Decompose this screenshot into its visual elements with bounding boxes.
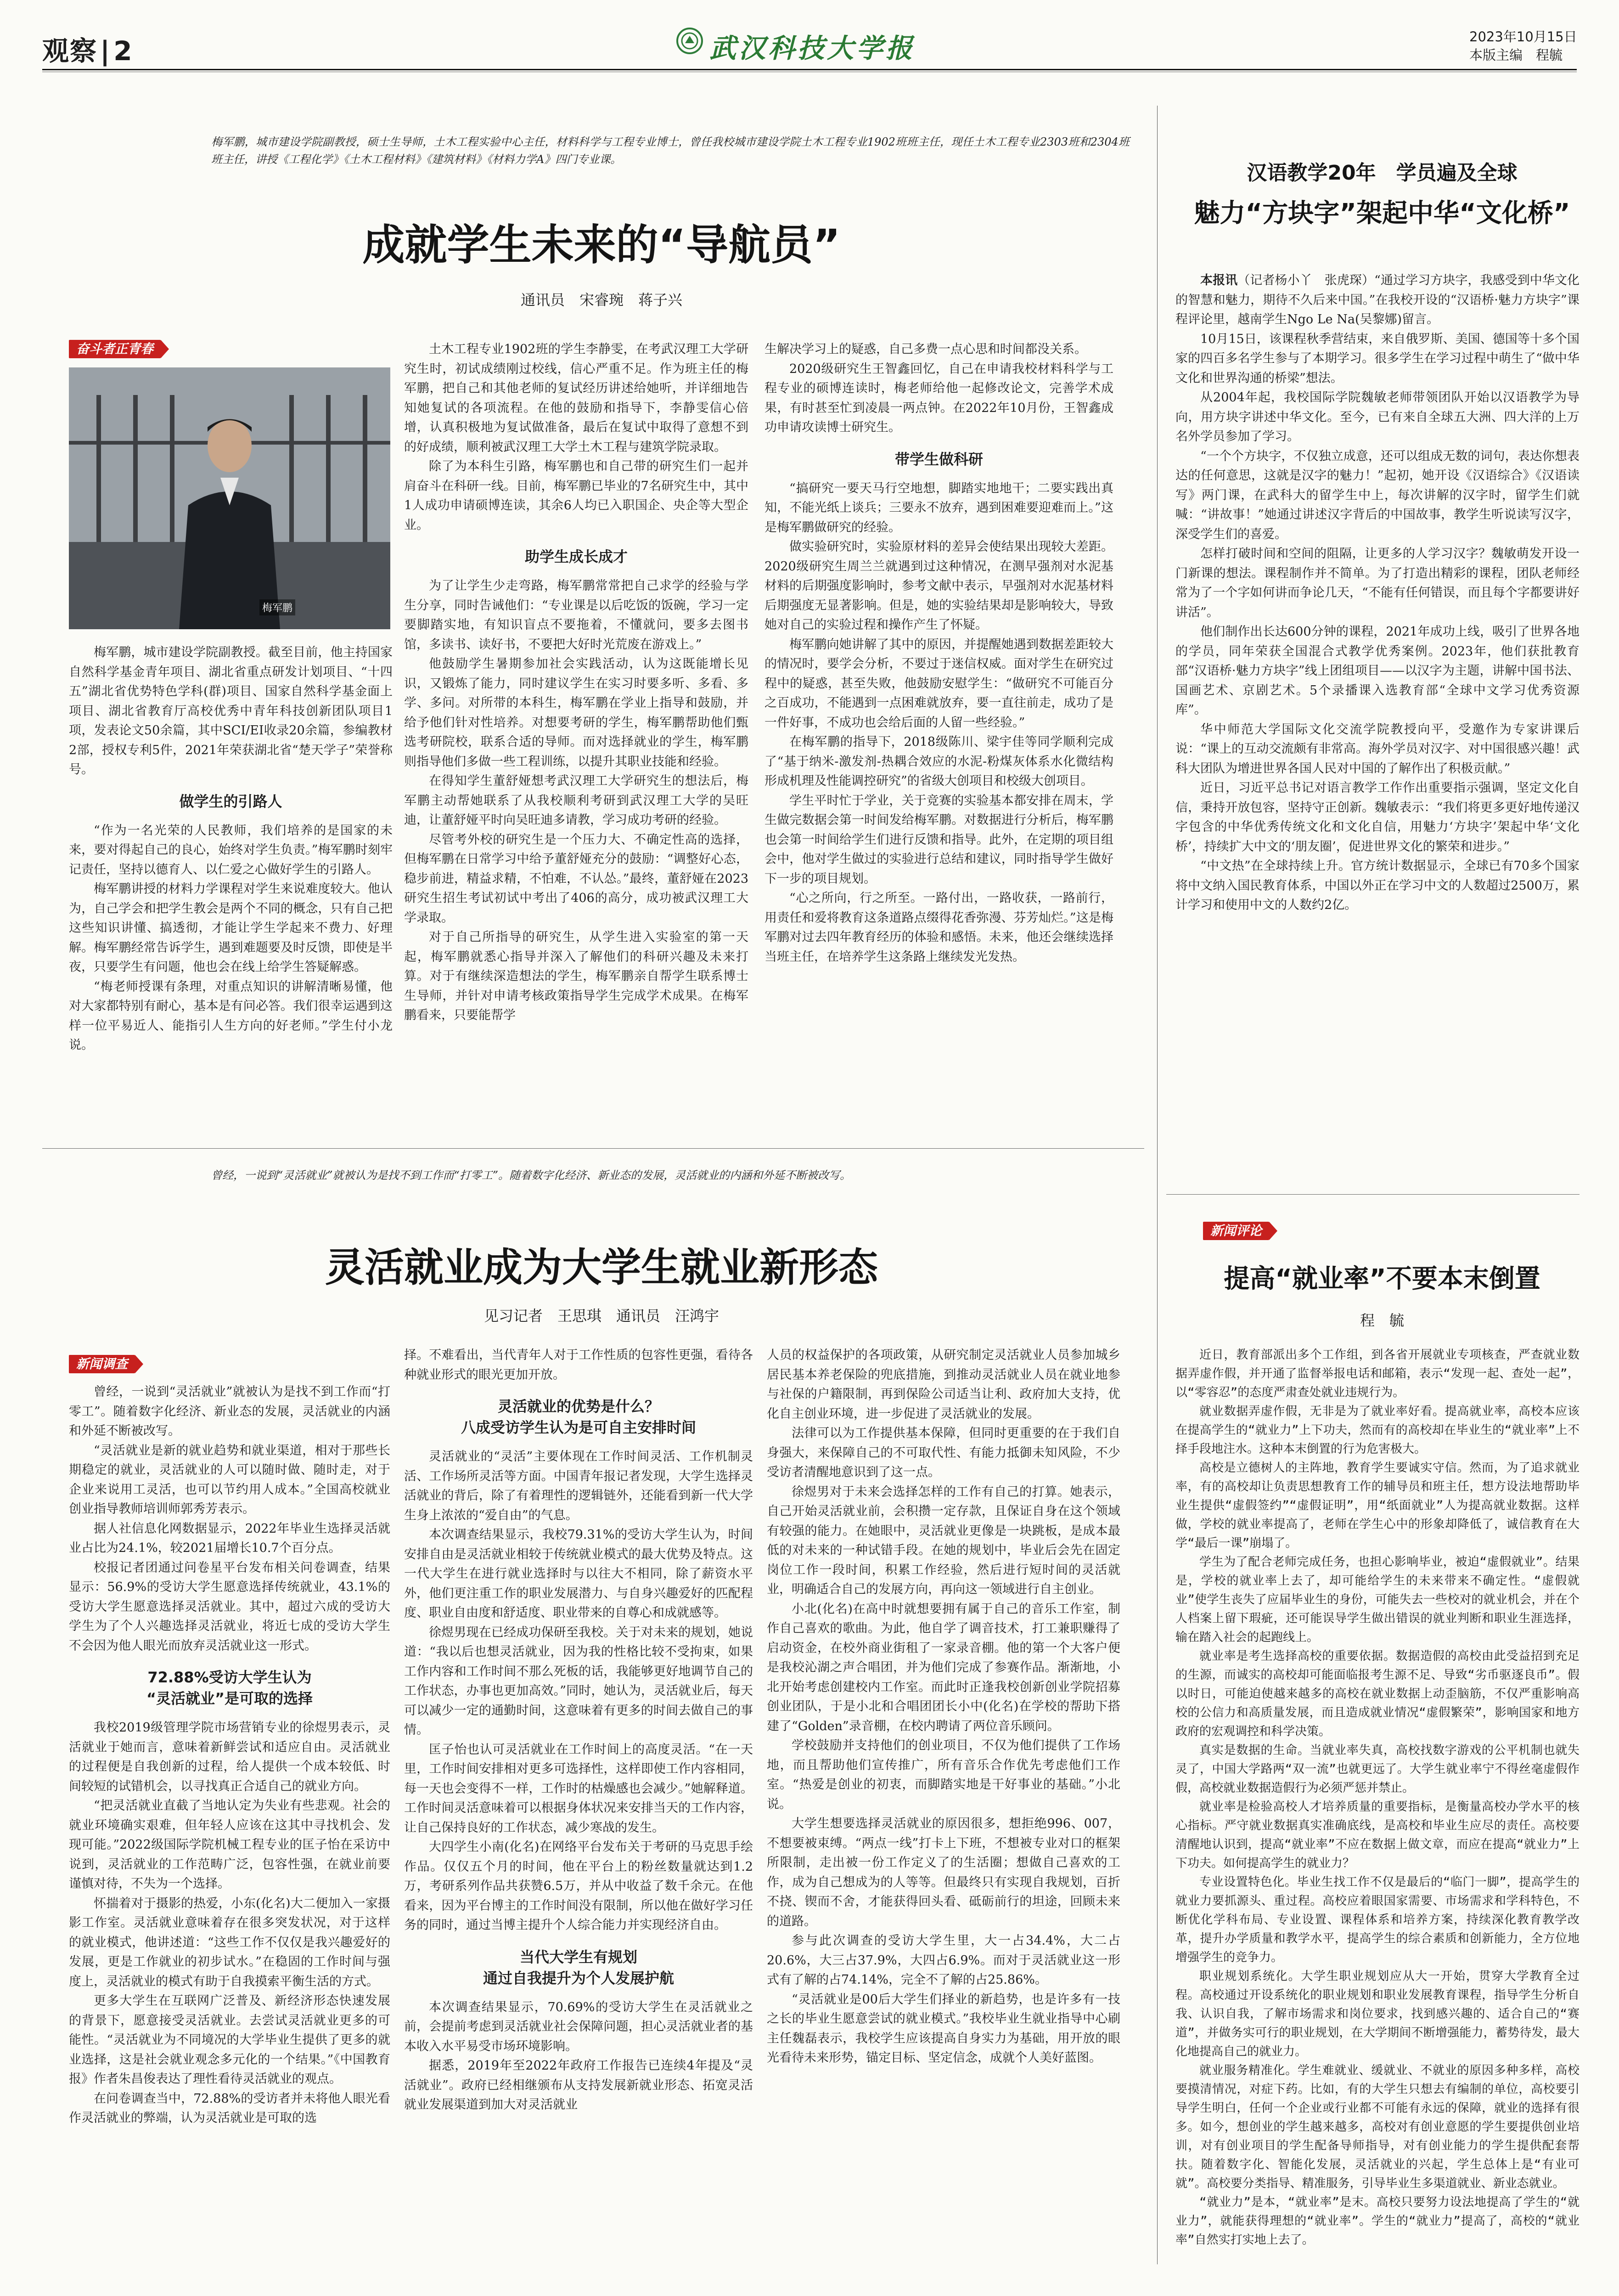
photo-caption: 梅军鹏 <box>259 599 295 615</box>
article-column-3 <box>765 340 1113 1130</box>
article-deck: 梅军鹏，城市建设学院副教授，硕士生导师，土木工程实验中心主任，材料科学与工程专业博士，曾任我校城市建设学院土木工程专业1902班班主任，现任土木工程专业2303班和2304班班主任，讲授《工程化学》《土木工程材料》《建筑材料》《材料力学A》四门专业课。 <box>211 135 1130 166</box>
paragraph: 据人社信息化网数据显示，2022年毕业生选择灵活就业占比为24.1%，较2021届增长10.7个百分点。 <box>69 1521 390 1555</box>
paragraph: 本报讯（记者杨小丫 张虎琛）“通过学习方块字，我感受到中华文化的智慧和魅力，期待不久后来中国。”在我校开设的“汉语桥·魅力方块字”课程评论里，越南学生Ngo Le Na(吴黎娜)留言。 <box>1175 273 1580 327</box>
article-byline: 通讯员 宋睿琬 蒋子兴 <box>520 291 682 309</box>
paragraph: 高校是立德树人的主阵地，教育学生要诚实守信。然而，为了追求就业率，有的高校却让负责思想教育工作的辅导员和班主任，想方设法地帮助毕业生提供“虚假签约”“虚假证明”，用“纸面就业”人为提高就业数据。这样做，学校的就业率提高了，老师在学生心中的形象却降低了，诚信教育在大学“最后一课”崩塌了。 <box>1175 1461 1580 1550</box>
paragraph: 学生为了配合老师完成任务，也担心影响毕业，被迫“虚假就业”。结果是，学校的就业率上去了，却可能给学生的未来带来不确定性。“虚假就业”使学生丧失了应届毕业生的身份，可能失去一些校对的就业机会，并在个人档案上留下瑕疵，还可能误导学生做出错误的就业判断和职业生涯选择，输在踏入社会的起跑线上。 <box>1175 1555 1580 1644</box>
university-logo-icon <box>676 28 703 54</box>
section-tag: 新闻评论 <box>1203 1222 1269 1240</box>
paragraph: 就业率是考生选择高校的重要依据。数据造假的高校由此受益招到充足的生源，而诚实的高校却可能面临报考生源不足、导致“劣币驱逐良币”。假以时日，可能迫使越来越多的高校在就业数据上动歪脑筋，不仅严重影响高校的公信力和高质量发展，而且造成就业情况“虚假繁荣”，影响国家和地方政府的宏观调控和科学决策。 <box>1175 1649 1580 1738</box>
paragraph: “搞研究一要天马行空地想，脚踏实地地干；二要实践出真知，不能光纸上谈兵；三要永不放弃，遇到困难要迎难而上。”这是梅军鹏做研究的经验。 <box>765 481 1113 535</box>
paragraph: 大四学生小南(化名)在网络平台发布关于考研的马克思手绘作品。仅仅五个月的时间，他在平台上的粉丝数量就达到1.2万，考研系列作品共获赞6.5万，并从中收益了数千余元。在他看来，因为平台博主的工作时间没有限制，所以他在做好学习任务的同时，通过当博主提升个人综合能力并实现经济自由。 <box>404 1840 753 1932</box>
paragraph: 梅军鹏向她讲解了其中的原因，并提醒她遇到数据差距较大的情况时，要学会分析，不要过于迷信权威。面对学生在研究过程中的疑惑，甚至失败，他鼓励安慰学生：“做研究不可能百分之百成功，不能遇到一点困难就放弃，要一直往前走，成功了是一件好事，不成功也会给后面的人留一些经验。” <box>765 637 1113 730</box>
portrait-figure-icon <box>69 367 390 629</box>
paragraph: 生解决学习上的疑惑，自己多费一点心思和时间都没关系。 <box>765 342 1087 356</box>
paragraph: 就业率是检验高校人才培养质量的重要指标，是衡量高校办学水平的核心指标。严守就业数据真实准确底线，是高校和毕业生应尽的责任。高校要清醒地认识到，提高“就业率”不应在数据上做文章，而应在提高“就业力”上下功夫。如何提高学生的就业力？ <box>1175 1800 1580 1870</box>
paragraph: 近日，教育部派出多个工作组，到各省开展就业专项核查，严查就业数据弄虚作假，并开通了监督举报电话和邮箱，表示“发现一起、查处一起”，以“零容忍”的态度严肃查处就业违规行为。 <box>1175 1348 1580 1399</box>
paragraph: 大学生想要选择灵活就业的原因很多，想拒绝996、007，不想要被束缚。“两点一线”打卡上下班，不想被专业对口的框架所限制，走出被一份工作定义了的生活圈；想做自己喜欢的工作，成为自己想成为的人等等。但最终只有实现自我规划，百折不挠、锲而不舍，才能获得回头看、砥砺前行的坦途，回顾未来的道路。 <box>767 1816 1120 1929</box>
paragraph: 学生平时忙于学业，关于竞赛的实验基本都安排在周末，学生做完数据会第一时间发给梅军鹏。对数据进行分析后，梅军鹏也会第一时间给学生们进行反馈和指导。此外，在定期的项目组会中，他对学生做过的实验进行总结和建议，同时指导学生做好下一步的项目规划。 <box>765 793 1113 886</box>
section-tag: 奋斗者正青春 <box>69 340 161 358</box>
paragraph: 专业设置特色化。毕业生找工作不仅是最后的“临门一脚”，提高学生的就业力要抓源头、重过程。高校应着眼国家需要、市场需求和学科特色，不断优化学科布局、专业设置、课程体系和培养方案，持续深化教育教学改革，提升办学质量和教学水平，提高学生的综合素质和创新能力，全方位地增强学生的竞争力。 <box>1175 1875 1580 1964</box>
paragraph: 真实是数据的生命。当就业率失真，高校找数字游戏的公平机制也就失灵了，中国大学路两“双一流”也就更远了。大学生就业率宁不得丝毫虚假作假，高校就业数据造假行为必须严惩并禁止。 <box>1175 1743 1580 1795</box>
masthead-rule <box>42 69 1577 70</box>
paragraph: 对于自己所指导的研究生，从学生进入实验室的第一天起，梅军鹏就悉心指导并深入了解他们的科研兴趣及未来打算。对于有继续深造想法的学生，梅军鹏亲自帮学生联系博士生导师，并针对申请考核政策指导学生完成学术成果。在梅军鹏看来，只要能帮学 <box>404 930 748 1022</box>
paragraph: “就业力”是本，“就业率”是末。高校只要努力设法地提高了学生的“就业力”，就能获得理想的“就业率”。学生的“就业力”提高了，高校的“就业率”自然实打实地上去了。 <box>1175 2195 1580 2247</box>
paragraph: 更多大学生在互联网广泛普及、新经济形态快速发展的背景下，愿意接受灵活就业。去尝试灵活就业更多的可能性。“灵活就业为不同境况的大学毕业生提供了更多的就业选择，这是社会就业观念多元化的一个结果。”《中国教育报》作者朱昌俊表达了理性看待灵活就业的观点。 <box>69 1994 390 2086</box>
article-column-1 <box>69 643 393 1130</box>
paragraph: 匡子怡也认可灵活就业在工作时间上的高度灵活。“在一天里，工作时间安排相对更多可选择性，这样即使工作内容相同，每一天也会变得不一样，工作时的枯燥感也会减少。”她解释道。工作时间灵活意味着可以根据身体状况来安排当天的工作内容，让自己保持良好的工作状态，减少寒战的发生。 <box>404 1742 753 1835</box>
article-headline: 魅力“方块字”架起中华“文化桥” <box>1194 198 1570 228</box>
subhead: 当代大学生有规划 通过自我提升为个人发展护航 <box>483 1948 674 1987</box>
paragraph: 据悉，2019年至2022年政府工作报告已连续4年提及“灵活就业”。政府已经相继颁布从支持发展新就业形态、拓宽灵活就业发展渠道到加大对灵活就业 <box>404 2059 753 2112</box>
paragraph: 就业服务精准化。学生难就业、缓就业、不就业的原因多种多样，高校要摸清情况，对症下药。比如，有的大学生只想去有编制的单位，高校要引导学生明白，任何一个企业或行业都不可能有永远的保障，就业的选择有很多。如今，想创业的学生越来越多，高校对有创业意愿的学生要提供创业培训，对有创业项目的学生配备导师指导，对有创业能力的学生提供配套帮扶。随着数字化、智能化发展，灵活就业的兴起，学生总体上是“有业可就”。高校要分类指导、精准服务，引导毕业生多渠道就业、新业态就业。 <box>1175 2064 1580 2190</box>
section-tag: 新闻调查 <box>69 1355 135 1373</box>
paper-name: 武汉科技大学报 <box>709 33 916 64</box>
paragraph: 徐煜男对于未来会选择怎样的工作有自己的打算。她表示，自己开始灵活就业前，会积攒一定存款，且保证自身在这个领域有较强的能力。在她眼中，灵活就业更像是一块跳板，是成本最低的对未来的一种试错手段。在她的规划中，毕业后会先在固定岗位工作一段时间，积累工作经验，然后进行短时间的灵活就业，明确适合自己的发展方向，再向这一领域进行自主创业。 <box>767 1484 1120 1596</box>
article-headline: 成就学生未来的“导航员” <box>362 220 841 270</box>
paragraph: 土木工程专业1902班的学生李静雯，在考武汉理工大学研究生时，初试成绩刚过校线，信心严重不足。作为班主任的梅军鹏，把自己和其他老师的复试经历讲述给她听，并详细地告知她复试的各项流程。在他的鼓励和指导下，李静雯信心倍增，认真积极地为复试做准备，最后在复试中取得了意想不到的好成绩，顺利被武汉理工大学土木工程与建筑学院录取。 <box>404 342 748 454</box>
paragraph: 尽管考外校的研究生是一个压力大、不确定性高的选择，但梅军鹏在日常学习中给予董舒娅充分的鼓励：“调整好心态，稳步前进，精益求精，不怕难，不认怂。”最终，董舒娅在2023研究生招生考试初试中考出了406的高分，成功被武汉理工大学录取。 <box>404 832 748 925</box>
article-headline: 提高“就业率”不要本末倒置 <box>1224 1264 1540 1294</box>
article-kicker: 汉语教学20年 学员遍及全球 <box>1247 161 1518 185</box>
paragraph: 从2004年起，我校国际学院魏敏老师带领团队开始以汉语教学为导向，用方块字讲述中华文化。至今，已有来自全球五大洲、四大洋的上万名外学员参加了学习。 <box>1175 390 1580 444</box>
paragraph: 职业规划系统化。大学生职业规划应从大一开始，贯穿大学教育全过程。高校通过开设系统化的职业规划和职业发展教育课程，指导学生分析自我、认识自我，了解市场需求和岗位要求，找到感兴趣的、适合自己的“赛道”，并做务实可行的职业规划，在大学期间不断增强能力，蓄势待发，最大化地提高自己的就业力。 <box>1175 1969 1580 2059</box>
paragraph: 法律可以为工作提供基本保障，但同时更重要的在于我们自身强大，来保障自己的不可取代性、有能力抵御未知风险，不少受访者清醒地意识到了这一点。 <box>767 1426 1120 1479</box>
paragraph: “灵活就业是00后大学生们择业的新趋势，也是许多有一技之长的毕业生愿意尝试的就业模式。”我校毕业生就业指导中心刷主任魏磊表示，我校学生应该提高自身实力为基础，用开放的眼光看待未来形势，锚定目标、坚定信念，成就个人美好蓝图。 <box>767 1992 1120 2065</box>
article-byline: 见习记者 王思琪 通讯员 汪鸿宇 <box>483 1307 719 1325</box>
paragraph: 灵活就业的“灵活”主要体现在工作时间灵活、工作机制灵活、工作场所灵活等方面。中国青年报记者发现，大学生选择灵活就业的背后，除了有着理性的逻辑链外，还能看到新一代大学生身上浓浓的“爱自由”的气息。 <box>404 1450 753 1523</box>
paragraph: 怎样打破时间和空间的阻隔，让更多的人学习汉字？魏敏萌发开设一门新课的想法。课程制作并不简单。为了打造出精彩的课程，团队老师经常为了一个字如何讲而争论几天，“不能有任何错误，而且每个字都要讲好讲活”。 <box>1175 547 1580 620</box>
subhead: 做学生的引路人 <box>179 792 282 810</box>
paragraph: “一个个方块字，不仅独立成意，还可以组成无数的词句，表达你想表达的任何意思，这就是汉字的魅力！”起初，她开设《汉语综合》《汉语读写》两门课，在武科大的留学生中上，每次讲解的汉字时，留学生们就喊：“讲故事！”她通过讲述汉字背后的中国故事，教学生听说读写汉字，深受学生们的喜爱。 <box>1175 449 1580 542</box>
paragraph: “作为一名光荣的人民教师，我们培养的是国家的未来，要对得起自己的良心，始终对学生负责。”梅军鹏时刻牢记责任，坚持以德育人、以仁爱之心做好学生的引路人。 <box>69 823 393 877</box>
paragraph: 华中师范大学国际文化交流学院教授向平，受邀作为专家讲课后说：“课上的互动交流颇有非常高。海外学员对汉字、对中国很感兴趣！武科大团队为增进世界各国人民对中国的了解作出了积极贡献。” <box>1175 722 1580 776</box>
paragraph: 2020级研究生王智鑫回忆，自己在申请我校材料科学与工程专业的硕博连读时，梅老师给他一起修改论文，完善学术成果，有时甚至忙到凌晨一两点钟。在2022年10月份，王智鑫成功申请攻读博士研究生。 <box>765 361 1113 434</box>
paragraph: 参与此次调查的受访大学生里，大一占34.4%，大二占20.6%，大三占37.9%，大四占6.9%。而对于灵活就业这一形式有了解的占74.14%，完全不了解的占25.86%。 <box>767 1934 1120 1987</box>
paragraph: 徐煜男现在已经成功保研至我校。关于对未来的规划，她说道：“我以后也想灵活就业，因为我的性格比较不受拘束，如果工作内容和工作时间不那么死板的话，我能够更好地调节自己的工作状态，办事也更加高效。”同时，她认为，灵活就业后，每天可以减少一定的通勤时间，这意味着有更多的时间去做自己的事情。 <box>404 1625 753 1737</box>
paragraph: “灵活就业是新的就业趋势和就业渠道，相对于那些长期稳定的就业，灵活就业的人可以随时做、随时走，对于企业来说用工灵活，也可以节约用人成本。”全国高校就业创业指导教师培训师郭秀芳表示。 <box>69 1443 390 1516</box>
paragraph: 择。不难看出，当代青年人对于工作性质的包容性更强，看待各种就业形式的眼光更加开放。 <box>404 1348 753 1382</box>
article-column-2 <box>404 340 748 1130</box>
paragraph: 本次调查结果显示，我校79.31%的受访大学生认为，时间安排自由是灵活就业相较于传统就业模式的最大优势及特点。这一代大学生在进行就业选择时与以往大不相同，除了薪资水平外，他们更注重工作的职业发展潜力、与自身兴趣爱好的匹配程度、职业自由度和舒适度、职业带来的自尊心和成就感等。 <box>404 1528 753 1620</box>
article-deck: 曾经，一说到“灵活就业”就被认为是找不到工作而“打零工”。随着数字化经济、新业态的发展，灵活就业的内涵和外延不断被改写。 <box>211 1169 851 1182</box>
paragraph: 在得知学生董舒娅想考武汉理工大学研究生的想法后，梅军鹏主动帮她联系了从我校顺利考研到武汉理工大学的吴旺迪，让董舒娅平时向吴旺迪多请教，学习成功考研的经验。 <box>404 774 748 827</box>
paragraph: 他鼓励学生暑期参加社会实践活动，认为这既能增长见识，又锻炼了能力，同时建议学生在实习时要多听、多看、多学、多问。对所带的本科生，梅军鹏在学业上指导和鼓励，并给予他们针对性培养。对想要考研的学生，梅军鹏帮助他们甄选考研院校，联系合适的导师。而对选择就业的学生，梅军鹏则指导他们多做一些工程训练，以提升其职业技能和经验。 <box>404 657 748 769</box>
portrait-photo <box>69 367 390 629</box>
subhead: 带学生做科研 <box>894 450 983 468</box>
paragraph: 除了为本科生引路，梅军鹏也和自己带的研究生们一起并肩奋斗在科研一线。目前，梅军鹏已毕业的7名研究生中，其中1人成功申请硕博连读，其余6人均已入职国企、央企等大型企业。 <box>404 459 748 532</box>
subhead: 助学生成长成才 <box>524 548 628 565</box>
subhead: 72.88%受访大学生认为 “灵活就业”是可取的选择 <box>146 1669 313 1707</box>
story-divider <box>42 1148 1144 1149</box>
paragraph: 本次调查结果显示，70.69%的受访大学生在灵活就业之前，会提前考虑到灵活就业社会保障问题，担心灵活就业者的基本收入水平易受市场环境影响。 <box>404 2000 753 2053</box>
paragraph: 梅军鹏，城市建设学院副教授。截至目前，他主持国家自然科学基金青年项目、湖北省重点研发计划项目、“十四五”湖北省优势特色学科(群)项目、国家自然科学基金面上项目、湖北省教育厅高校优秀中青年科技创新团队项目1项，发表论文50余篇，其中SCI/EI收录20余篇，参编教材2部，授权专利5件，2021年荣获湖北省“楚天学子”荣誉称号。 <box>69 645 393 777</box>
paragraph: 在问卷调查当中，72.88%的受访者并未将他人眼光看作灵活就业的弊端，认为灵活就业是可取的选 <box>69 2091 390 2125</box>
issue-date: 2023年10月15日 <box>1469 29 1577 45</box>
column-divider <box>1157 106 1158 2264</box>
article-body <box>1175 1346 1580 2260</box>
paragraph: “中文热”在全球持续上升。官方统计数据显示，全球已有70多个国家将中文纳入国民教育体系，中国以外正在学习中文的人数超过2500万，累计学习和使用中文的人数约2亿。 <box>1175 859 1580 912</box>
paragraph: “把灵活就业直截了当地认定为失业有些悲观。社会的就业环境确实艰难，但年轻人应该在这其中寻找机会、发现可能。”2022级国际学院机械工程专业的匡子怡在采访中说到，灵活就业的工作范畴广泛，包容性强，在就业前要谨慎对待，不失为一个选择。 <box>69 1799 390 1891</box>
paragraph: 人员的权益保护的各项政策，从研究制定灵活就业人员参加城乡居民基本养老保险的兜底措施，到推动灵活就业人员在就业地参与社保的户籍限制，再到保险公司适当让利、政府加大支持，优化自主创业环境，进一步促进了灵活就业的发展。 <box>767 1348 1120 1421</box>
sidebar-divider <box>1166 1194 1580 1195</box>
paragraph: 校报记者团通过问卷星平台发布相关问卷调查，结果显示：56.9%的受访大学生愿意选择传统就业，43.1%的受访大学生愿意选择灵活就业。其中，超过六成的受访大学生为了个人兴趣选择灵活就业，将近七成的受访大学生不会因为他人眼光而放弃灵活就业这一形式。 <box>69 1560 390 1653</box>
article-column-3 <box>767 1346 1120 2260</box>
paragraph: “心之所向，行之所至。一路付出，一路收获，一路前行，用责任和爱将教育这条道路点缀得花香弥漫、芬芳灿烂。”这是梅军鹏对过去四年教育经历的体验和感悟。未来，他还会继续选择当班主任，在培养学生这条路上继续发光发热。 <box>765 891 1113 964</box>
article-column-2 <box>404 1346 753 2260</box>
paragraph: 梅军鹏讲授的材料力学课程对学生来说难度较大。他认为，自己学会和把学生教会是两个不同的概念，只有自己把这些知识讲懂、搞透彻，才能让学生学起来不费力、好理解。梅军鹏经常告诉学生，遇到难题要及时反馈，即使是半夜，只要学生有问题，他也会在线上给学生答疑解惑。 <box>69 882 393 974</box>
article-column-1 <box>69 1382 390 2260</box>
paragraph: 他们制作出长达600分钟的课程，2021年成功上线，吸引了世界各地的学员，同年荣获全国混合式教学优秀案例。2023年，他们获批教育部“汉语桥·魅力方块字”线上团组项目——以汉字为主题，讲解中国书法、国画艺术、京剧艺术。5个录播课入选教育部“全球中文学习优秀资源库”。 <box>1175 625 1580 717</box>
paragraph: 近日，习近平总书记对语言教学工作作出重要指示强调，坚定文化自信，秉持开放包容，坚持守正创新。魏敏表示：“我们将更多更好地传递汉字包含的中华优秀传统文化和文化自信，用魅力‘方块字’架起中华‘文化桥’，持续扩大中文的‘朋友圈’，促进世界文化的繁荣和进步。” <box>1175 781 1580 854</box>
paragraph: 学校鼓励并支持他们的创业项目，不仅为他们提供了工作场地，而且帮助他们宣传推广，所有音乐合作优先考虑他们工作室。“热爱是创业的初衷，而脚踏实地是干好事业的基础。”小北说。 <box>767 1738 1120 1811</box>
editor-credit: 本版主编 程毓 <box>1469 47 1563 63</box>
paragraph: 曾经，一说到“灵活就业”就被认为是找不到工作而“打零工”。随着数字化经济、新业态的发展，灵活就业的内涵和外延不断被改写。 <box>69 1385 390 1438</box>
paragraph: 怀揣着对于摄影的热爱，小东(化名)大二便加入一家摄影工作室。灵活就业意味着存在很多突发状况，对于这样的就业模式，他讲述道：“这些工作不仅仅是我兴趣爱好的发展，更是工作就业的初步试水。”在稳固的工作时间与强度上，灵活就业的模式有助于自我摸索平衡生活的方式。 <box>69 1896 390 1989</box>
paragraph: 10月15日，该课程秋季营结束，来自俄罗斯、美国、德国等十多个国家的四百多名学生参与了本期学习。很多学生在学习过程中萌生了“做中华文化和世界沟通的桥梁”想法。 <box>1175 332 1580 385</box>
paragraph: “梅老师授课有条理，对重点知识的讲解清晰易懂，他对大家都特别有耐心，基本是有问必答。我们很幸运遇到这样一位平易近人、能指引人生方向的好老师。”学生付小龙说。 <box>69 979 393 1052</box>
paragraph: 做实验研究时，实验原材料的差异会使结果出现较大差距。2020级研究生周兰兰就遇到过这种情况，在测早强剂对水泥基材料的后期强度影响时，参考文献中表示，早强剂对水泥基材料后期强度无显著影响。但是，她的实验结果却是影响较大，导致她对自己的实验过程和操作产生了怀疑。 <box>765 540 1113 632</box>
section-label: 观察 | 2 <box>42 35 133 67</box>
article-headline: 灵活就业成为大学生就业新形态 <box>325 1245 878 1291</box>
paragraph: 为了让学生少走弯路，梅军鹏常常把自己求学的经验与学生分享，同时告诫他们：“专业课是以后吃饭的饭碗，学习一定要脚踏实地，有知识盲点不要拖着，不懂就问，要多去图书馆，多读书、读好书，不要把大好时光荒废在游戏上。” <box>404 579 748 652</box>
article-body <box>1175 271 1580 1190</box>
paragraph: 在梅军鹏的指导下，2018级陈川、梁宇佳等同学顺利完成了“基于纳米-激发剂-热耦合效应的水泥-粉煤灰体系水化微结构形成机理及性能调控研究”的省级大创项目和校级大创项目。 <box>765 735 1113 788</box>
paragraph: 小北(化名)在高中时就想要拥有属于自己的音乐工作室，制作自己喜欢的歌曲。为此，他自学了调音技术，打工兼职赚得了启动资金，在校外商业街租了一家录音棚。他的第一个大客户便是我校沁湖之声合唱团，并为他们完成了参赛作品。渐渐地，小北开始考虑创建校内工作室。而此时正逢我校创新创业学院招募创业团队，于是小北和合唱团团长小中(化名)在学校的帮助下搭建了“Golden”录音棚，在校内聘请了两位音乐顾问。 <box>767 1602 1120 1733</box>
subhead: 灵活就业的优势是什么？ 八成受访学生认为是可自主安排时间 <box>461 1398 696 1436</box>
paragraph: 我校2019级管理学院市场营销专业的徐煜男表示，灵活就业于她而言，意味着新鲜尝试和适应自由。灵活就业的过程便是自我创新的过程，给人提供一个成本较低、时间较短的试错机会，以寻找真正合适自己的就业方向。 <box>69 1721 390 1794</box>
article-byline: 程 毓 <box>1360 1312 1404 1329</box>
paragraph: 就业数据弄虚作假，无非是为了就业率好看。提高就业率，高校本应该在提高学生的“就业力”上下功夫，然而有的高校却在毕业生的“就业率”上不择手段地注水。这种本末倒置的行为危害极大。 <box>1175 1405 1580 1456</box>
